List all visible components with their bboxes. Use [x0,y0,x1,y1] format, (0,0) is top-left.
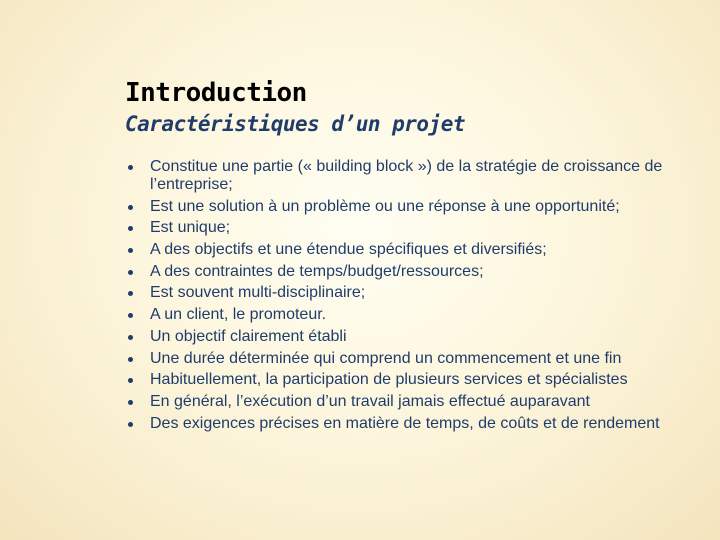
bullet-text: Une durée déterminée qui comprend un commencement et une fin [150,349,622,367]
bullet-dot-icon [128,205,133,210]
bullet-dot-icon [128,270,133,275]
bullet-item [128,263,698,281]
bullet-dot-icon [128,226,133,231]
bullet-list [128,158,698,436]
bullet-item [128,393,698,411]
bullet-text: A des objectifs et une étendue spécifiques et diversifiés; [150,241,547,259]
bullet-item [128,241,698,259]
bullet-text: Est souvent multi-disciplinaire; [150,284,366,302]
bullet-dot-icon [128,165,133,170]
bullet-dot-icon [128,378,133,383]
bullet-dot-icon [128,357,133,362]
bullet-dot-icon [128,248,133,253]
bullet-dot-icon [128,400,133,405]
bullet-item [128,371,698,389]
bullet-dot-icon [128,422,133,427]
bullet-text: Est une solution à un problème ou une réponse à une opportunité; [150,197,620,215]
bullet-text: Des exigences précises en matière de temps, de coûts et de rendement [150,414,660,432]
bullet-text: Habituellement, la participation de plusieurs services et spécialistes [150,371,628,389]
bullet-text: Est unique; [150,219,231,237]
bullet-dot-icon [128,335,133,340]
bullet-item [128,219,698,237]
bullet-item [128,350,698,368]
bullet-item [128,415,698,433]
bullet-text: A des contraintes de temps/budget/ressources; [150,262,484,280]
bullet-dot-icon [128,291,133,296]
bullet-text: En général, l’exécution d’un travail jamais effectué auparavant [150,392,590,410]
bullet-item [128,284,698,302]
bullet-item [128,328,698,346]
bullet-dot-icon [128,313,133,318]
bullet-text: Constitue une partie (« building block ») de la stratégie de croissance de l’entreprise; [150,158,663,193]
bullet-item [128,198,698,216]
slide-subtitle: Caractéristiques d’un projet [125,112,466,136]
bullet-text: Un objectif clairement établi [150,327,347,345]
bullet-item [128,158,698,194]
bullet-text: A un client, le promoteur. [150,306,327,324]
bullet-item [128,306,698,324]
slide-title: Introduction [125,78,307,108]
